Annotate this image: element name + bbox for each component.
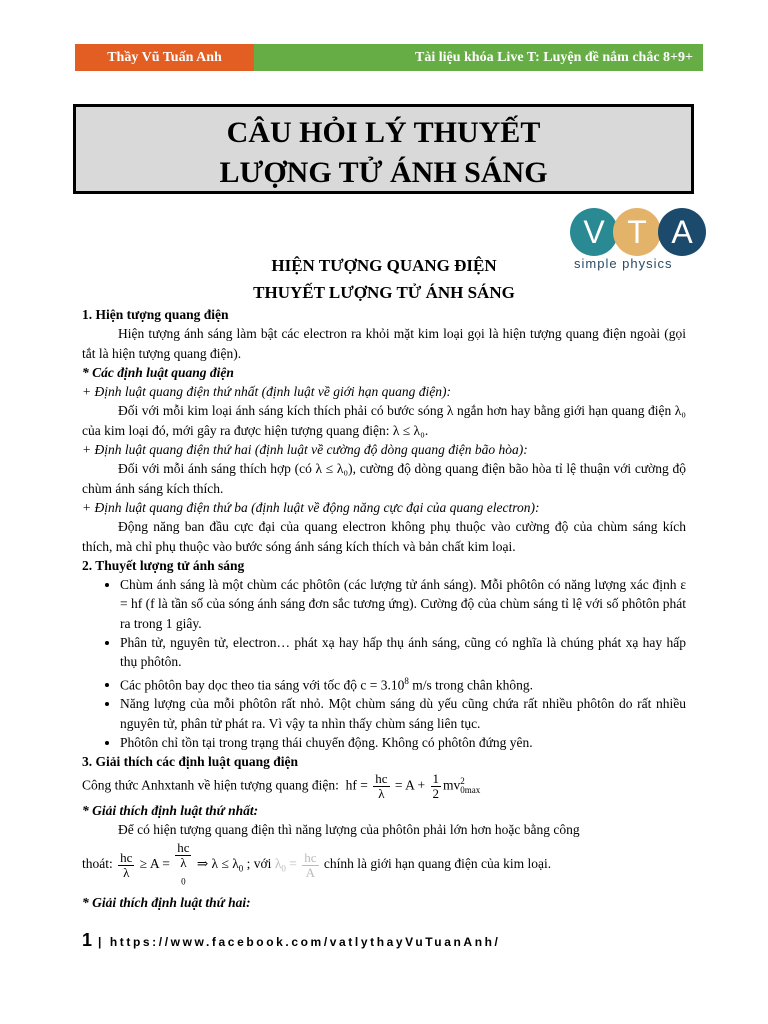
lambda: λ xyxy=(180,855,187,871)
b3-post: m/s trong chân không. xyxy=(408,677,533,693)
s2-heading: 2. Thuyết lượng tử ánh sáng xyxy=(82,557,245,573)
fraction-half xyxy=(431,772,442,801)
section-heading-1: HIỆN TƯỢNG QUANG ĐIỆN xyxy=(271,256,497,275)
logo-circle-t: T xyxy=(613,208,661,256)
formula-mv: mv xyxy=(443,777,461,793)
frac-den: λ xyxy=(123,864,130,880)
frac-num: 1 xyxy=(432,770,440,786)
frac-num: hc xyxy=(304,849,317,865)
expl1-tail: chính là giới hạn quang điện của kim loại. xyxy=(323,856,552,872)
s1-intro: Hiện tượng ánh sáng làm bật các electron ra khỏi mặt kim loại gọi là hiện tượng quang điện ngoài (gọi tắt là hiện tượng quang điện). xyxy=(82,326,686,361)
s3-heading: 3. Giải thích các định luật quang điện xyxy=(82,754,299,770)
expl1-text: Để có hiện tượng quang điện thì năng lượng của phôtôn phải lớn hơn hoặc bằng công xyxy=(118,821,580,837)
page-number: 1 xyxy=(82,930,93,950)
law1-text: Đối với mỗi kim loại ánh sáng kích thích phải có bước sóng λ ngắn hơn hay bằng giới hạn quang điện λ₀ của kim loại đó, mới gây ra được hiện tượng quang điện: λ ≤ λ₀. xyxy=(82,403,686,438)
title-line1: CÂU HỎI LÝ THUYẾT xyxy=(226,116,541,149)
list-item: • Phân tử, nguyên tử, electron… phát xạ hay hấp thụ ánh sáng, cũng có nghĩa là chúng phát xạ hay hấp thụ phôtôn. xyxy=(120,633,686,672)
law3-text: Động năng ban đầu cực đại của quang electron không phụ thuộc vào cường độ của chùm sáng kích thích, mà chỉ phụ thuộc vào bước sóng ánh sáng kích thích và bản chất kim loại. xyxy=(82,519,686,554)
fraction-hc-lambda xyxy=(118,851,134,880)
logo-circle-a: A xyxy=(658,208,706,256)
law2-text: Đối với mỗi ánh sáng thích hợp (có λ ≤ λ₀), cường độ dòng quang điện bão hòa tỉ lệ thuận với cường độ chùm ánh sáng kích thích. xyxy=(82,461,686,496)
formula-mid: = A + xyxy=(394,777,426,793)
logo-circle-v: V xyxy=(570,208,618,256)
formula-label: Công thức Anhxtanh về hiện tượng quang điện: xyxy=(82,777,339,793)
list-item: • Năng lượng của mỗi phôtôn rất nhỏ. Một chùm sáng dù yếu cũng chứa rất nhiều phôtôn do rất nhiều nguyên tử, phân tử phát ra. Vì vậy ta nhìn thấy chùm sáng liên tục. xyxy=(120,694,686,733)
logo-subtitle: simple physics xyxy=(574,256,673,271)
frac-num: hc xyxy=(375,770,388,786)
expl1-heading: * Giải thích định luật thứ nhất: xyxy=(82,802,259,818)
law1-title: + Định luật quang điện thứ nhất (định luật về giới hạn quang điện): xyxy=(82,384,452,400)
einstein-formula xyxy=(82,772,686,801)
b3-pre: Các phôtôn bay dọc theo tia sáng với tốc độ c = 3.10 xyxy=(120,677,405,693)
formula-sub: 0max xyxy=(460,785,481,796)
expl1-ge: ≥ A = xyxy=(139,856,170,872)
frac-num: hc xyxy=(120,849,133,865)
fraction-hc-lambda xyxy=(373,772,389,801)
header-author: Thầy Vũ Tuấn Anh xyxy=(75,44,254,71)
laws-heading: * Các định luật quang điện xyxy=(82,364,234,380)
law2-title: + Định luật quang điện thứ hai (định luật về cường độ dòng quang điện bão hòa): xyxy=(82,442,528,458)
frac-den: λ xyxy=(378,785,385,801)
photon-theory-list xyxy=(82,575,686,752)
formula-hf: hf = xyxy=(345,777,368,793)
b3-sup: 8 xyxy=(404,675,409,686)
frac-num: hc xyxy=(177,840,190,856)
fraction-hc-A xyxy=(302,851,318,880)
section-heading-2: THUYẾT LƯỢNG TỬ ÁNH SÁNG xyxy=(253,283,515,302)
frac-den: 2 xyxy=(432,785,440,801)
expl1-imp: ⇒ λ ≤ λ xyxy=(196,856,239,872)
list-item xyxy=(120,672,686,695)
law3-title: + Định luật quang điện thứ ba (định luật về động năng cực đại của quang electron): xyxy=(82,499,540,515)
formula-sup: 2 xyxy=(460,776,465,787)
frac-den: λ $_0$ xyxy=(175,856,191,889)
expl1-with: ; với xyxy=(246,856,272,872)
facebook-link[interactable]: | https://www.facebook.com/vatlythayVuTuanAnh/ xyxy=(97,935,501,949)
list-item: • Chùm ánh sáng là một chùm các phôtôn (các lượng tử ánh sáng). Mỗi phôtôn có năng lượng xác định ε = hf (f là tần số của sóng ánh sáng đơn sắc tương ứng). Cường độ của chùm sáng tỉ lệ với số phôtôn phát ra trong 1 giây. xyxy=(120,575,686,633)
footer xyxy=(82,930,501,951)
list-item: • Phôtôn chỉ tồn tại trong trạng thái chuyển động. Không có phôtôn đứng yên. xyxy=(120,733,686,752)
lambda: λ xyxy=(274,856,282,872)
title-line2: LƯỢNG TỬ ÁNH SÁNG xyxy=(219,156,548,189)
title-box xyxy=(73,104,694,194)
fraction-hc-lambda0 xyxy=(175,841,191,889)
equals: = xyxy=(289,856,297,872)
expl2-heading: * Giải thích định luật thứ hai: xyxy=(82,894,251,910)
expl1-lead: thoát: xyxy=(82,856,113,872)
s1-heading: 1. Hiện tượng quang điện xyxy=(82,307,229,322)
gray-lambda0: $\lambda_0$ = xyxy=(274,856,297,874)
frac-den: A xyxy=(305,864,316,880)
document-body xyxy=(82,305,686,912)
expl1-formula: thoát: $\frac{hc}{\lambda}$ ≥ A = hc λ $_0$ ⇒ $\lambda \le \lambda_0$ ; với $\lambda_0$ = $\frac{hc}{A}$ chính là giới hạn quang điện của kim loại. xyxy=(82,840,552,887)
header-course: Tài liệu khóa Live T: Luyện đề nắm chắc 8+9+ xyxy=(254,44,703,71)
